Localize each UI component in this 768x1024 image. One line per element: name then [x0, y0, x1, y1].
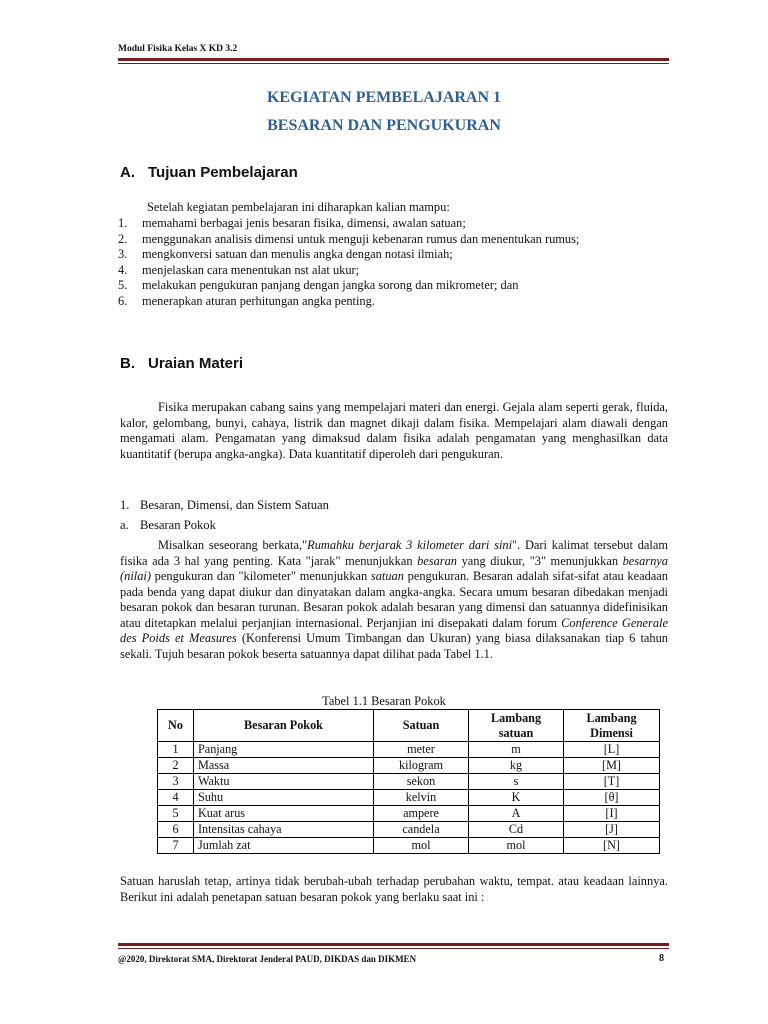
table-row: 2 Massa kilogram kg [M] — [158, 758, 660, 774]
header-rule-thick — [118, 58, 669, 61]
subsection-1-heading: 1. Besaran, Dimensi, dan Sistem Satuan — [120, 498, 329, 512]
footer-rule-thick — [118, 943, 669, 946]
column-header: Lambang Dimensi — [564, 710, 660, 742]
section-a-intro: Setelah kegiatan pembelajaran ini diharapkan kalian mampu: — [147, 200, 450, 214]
table-row: 6 Intensitas cahaya candela Cd [J] — [158, 822, 660, 838]
section-a-letter: A. — [120, 164, 135, 181]
list-item: 1. memahami berbagai jenis besaran fisika, dimensi, awalan satuan; — [118, 216, 466, 230]
list-item: 6. menerapkan aturan perhitungan angka penting. — [118, 293, 375, 308]
table-row: 1 Panjang meter m [L] — [158, 742, 660, 758]
page-title-line1: KEGIATAN PEMBELAJARAN 1 — [266, 89, 502, 106]
section-b-heading — [120, 355, 243, 372]
satuan-paragraph: Satuan haruslah tetap, artinya tidak berubah-ubah terhadap perubahan waktu, tempat. atau keadaan lainnya. Berikut ini adalah penetapan satuan besaran pokok yang berlaku saat ini : — [120, 874, 668, 904]
table-caption: Tabel 1.1 Besaran Pokok — [322, 694, 446, 708]
section-b-title: Uraian Materi — [148, 355, 244, 372]
table-row: 4 Suhu kelvin K [θ] — [158, 790, 660, 806]
page-number: 8 — [659, 953, 664, 964]
column-header: Satuan — [374, 710, 469, 742]
list-item: 5. melakukan pengukuran panjang dengan jangka sorong dan mikrometer; dan — [118, 278, 519, 292]
intro-paragraph: Fisika merupakan cabang sains yang mempelajari materi dan energi. Gejala alam seperti gerak, fluida, kalor, gelombang, bunyi, cahaya, listrik dan magnet dikaji dalam fisika. Mempelajari alam diawali dengan mengamati alam. Pengamatan yang dimaksud dalam fisika adalah pengamatan yang menghasilkan data kuantitatif (berupa angka-angka). Data kuantitatif diperoleh dari pengukuran. — [120, 400, 668, 461]
section-a-title: Tujuan Pembelajaran — [148, 164, 298, 181]
footer-text: @2020, Direktorat SMA, Direktorat Jenderal PAUD, DIKDAS dan DIKMEN — [118, 954, 417, 964]
besaran-pokok-table — [157, 709, 660, 854]
page-title-line2: BESARAN DAN PENGUKURAN — [267, 117, 501, 134]
list-item: 2. menggunakan analisis dimensi untuk menguji kebenaran rumus dan menentukan rumus; — [118, 231, 580, 246]
header-rule-thin — [118, 63, 669, 64]
table-row: 7 Jumlah zat mol mol [N] — [158, 838, 660, 854]
list-item: 4. menjelaskan cara menentukan nst alat ukur; — [118, 262, 360, 277]
section-b-letter: B. — [120, 355, 135, 372]
table-row: 3 Waktu sekon s [T] — [158, 774, 660, 790]
column-header: Besaran Pokok — [194, 710, 374, 742]
table-header-row — [158, 710, 660, 742]
list-item: 3. mengkonversi satuan dan menulis angka dengan notasi ilmiah; — [118, 247, 453, 261]
besaran-pokok-paragraph: Misalkan seseorang berkata,"Rumahku berjarak 3 kilometer dari sini". Dari kalimat tersebut dalam fisika ada 3 hal yang penting. Kata "jarak" menunjukkan besaran yang diukur, "3" menunjukkan besarnya (nilai) pengukuran dan "kilometer" menunjukkan satuan pengukuran. Besaran adalah sifat-sifat atau keadaan pada benda yang dapat diukur dan dinyatakan dalam angka-angka. Secara umum besaran dibedakan menjadi besaran pokok dan besaran turunan. Besaran pokok adalah besaran yang dimensi dan satuannya didefinisikan atau ditetapkan melalui perjanjian internasional. Perjanjian ini disepakati dalam forum Conference Generale des Poids et Measures (Konferensi Umum Timbangan dan Ukuran) yang biasa dilaksanakan tiap 6 tahun sekali. Tujuh besaran pokok beserta satuannya dapat dilihat pada Tabel 1.1. — [120, 538, 668, 661]
footer-rule-thin — [118, 948, 669, 949]
table-row: 5 Kuat arus ampere A [I] — [158, 806, 660, 822]
objectives-list — [118, 216, 668, 309]
column-header: Lambang satuan — [469, 710, 564, 742]
section-a-heading — [120, 164, 298, 181]
column-header: No — [158, 710, 194, 742]
subsection-1a-heading: a. Besaran Pokok — [120, 518, 216, 532]
running-header: Modul Fisika Kelas X KD 3.2 — [118, 44, 238, 54]
